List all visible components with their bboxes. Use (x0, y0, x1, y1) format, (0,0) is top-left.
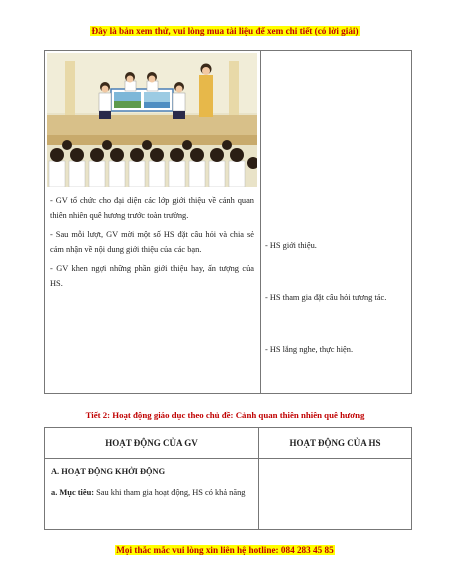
preview-banner-text: Đây là bản xem thử, vui lòng mua tài liệu để xem chi tiết (có lời giải) (91, 26, 359, 36)
hs-cell (259, 459, 412, 530)
hotline-banner (0, 545, 450, 555)
hotline-banner-text: Mọi thắc mắc vui lòng xin liên hệ hotline: 084 283 45 85 (116, 545, 334, 555)
gv-column (45, 51, 261, 394)
header-gv: HOẠT ĐỘNG CỦA GV (45, 428, 259, 459)
header-hs: HOẠT ĐỘNG CỦA HS (259, 428, 412, 459)
gv-line: - GV tổ chức cho đại diện các lớp giới thiệu về cảnh quan thiên nhiên quê hương trước toàn trường. (50, 196, 254, 220)
hs-line: - HS tham gia đặt câu hỏi tương tác. (265, 293, 387, 302)
section-a-title: A. HOẠT ĐỘNG KHỞI ĐỘNG (51, 467, 166, 476)
objective-label: a. Mục tiêu: (51, 488, 95, 497)
hs-line: - HS giới thiệu. (265, 241, 317, 250)
gv-line: - Sau mỗi lượt, GV mời một số HS đặt câu hỏi và chia sẻ cảm nhận về nội dung giới thiệu của các bạn. (50, 230, 254, 254)
section-a-objective (51, 486, 252, 500)
objective-text: Sau khi tham gia hoạt động, HS có khả năng (94, 488, 246, 497)
gv-activity-text (45, 187, 260, 291)
gv-line: - GV khen ngợi những phần giới thiệu hay, ấn tượng của HS. (50, 264, 254, 288)
hs-line: - HS lắng nghe, thực hiện. (265, 345, 354, 354)
lesson-table (44, 427, 412, 530)
gv-cell (45, 459, 259, 530)
hs-column (261, 51, 412, 394)
activity-table (44, 50, 412, 394)
school-stage-illustration (47, 53, 257, 187)
preview-banner (0, 26, 450, 36)
section-title: Tiết 2: Hoạt động giáo dục theo chủ đề: Cảnh quan thiên nhiên quê hương (85, 410, 365, 420)
